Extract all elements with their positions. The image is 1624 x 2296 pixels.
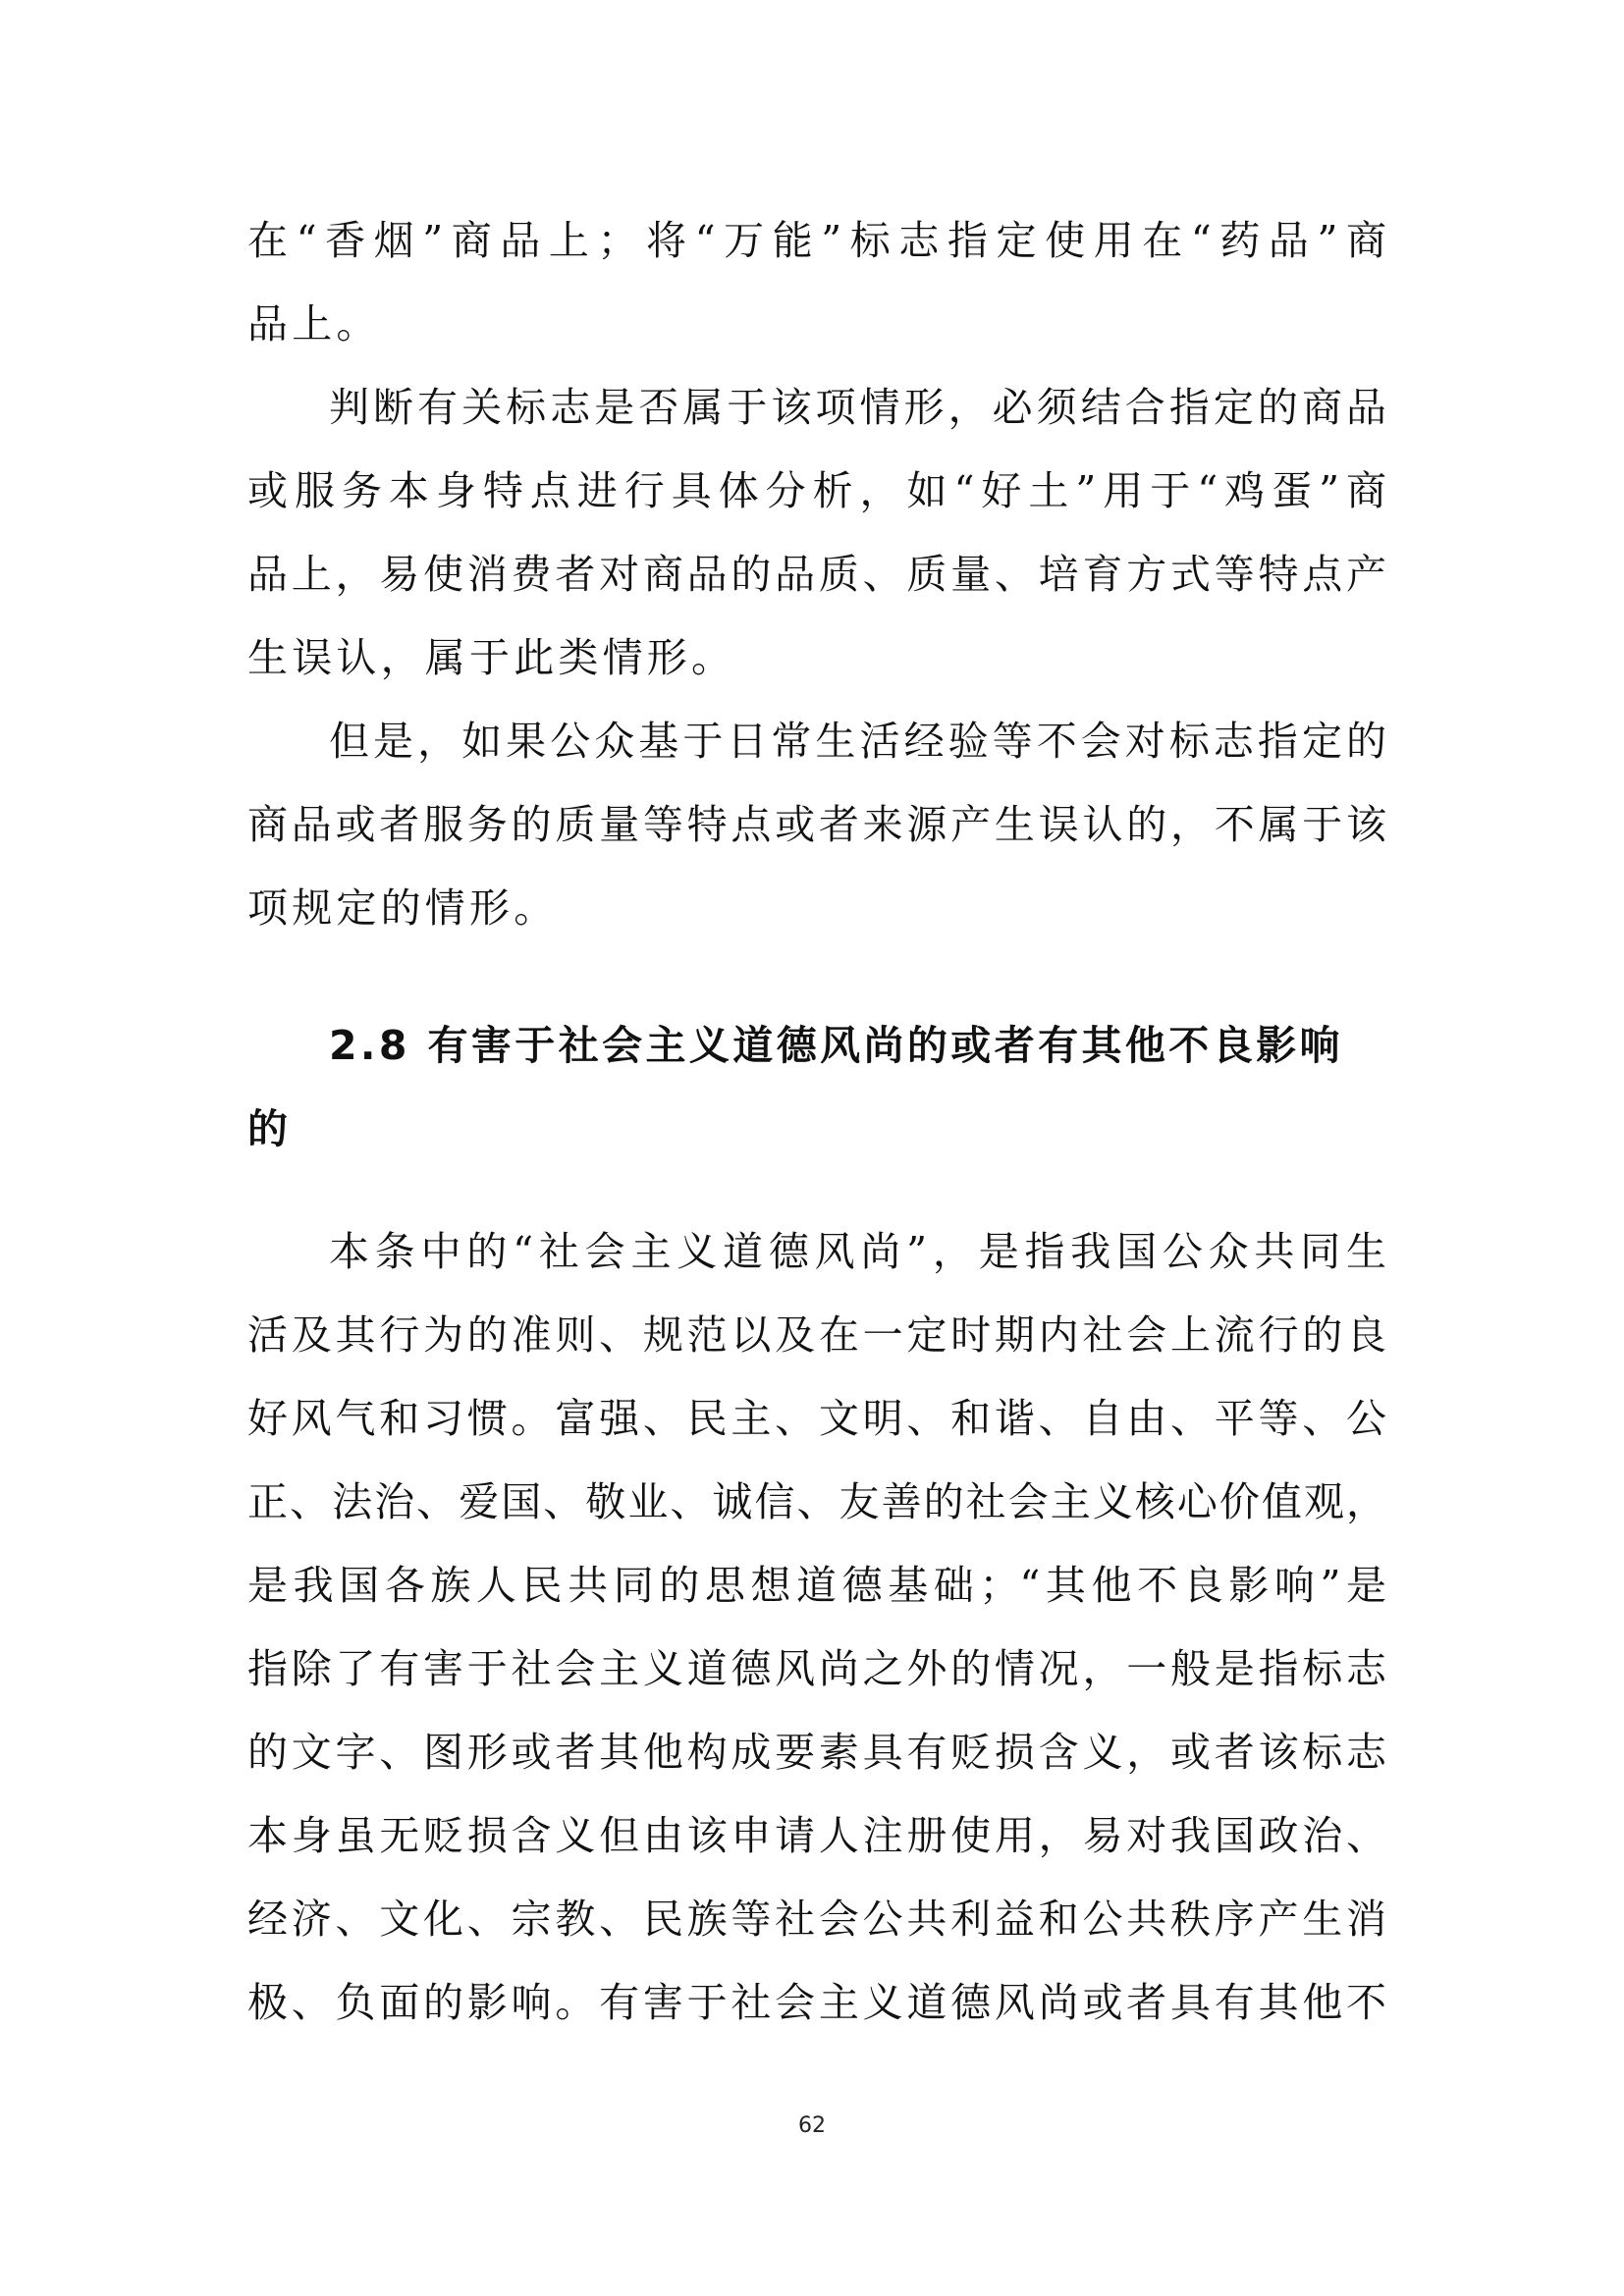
paragraph-line: 正、法治、爱国、敬业、诚信、友善的社会主义核心价值观， — [247, 1478, 1386, 1525]
paragraph-line: 经济、文化、宗教、民族等社会公共利益和公共秩序产生消 — [247, 1896, 1386, 1943]
paragraph-line: 本身虽无贬损含义但由该申请人注册使用，易对我国政治、 — [247, 1812, 1386, 1859]
paragraph-line: 生误认，属于此类情形。 — [247, 634, 736, 681]
paragraph-line: 判断有关标志是否属于该项情形，必须结合指定的商品 — [329, 384, 1386, 431]
section-heading: 2.8 有害于社会主义道德风尚的或者有其他不良影响 — [329, 1022, 1343, 1069]
paragraph-line: 活及其行为的准则、规范以及在一定时期内社会上流行的良 — [247, 1311, 1386, 1359]
paragraph-line: 但是，如果公众基于日常生活经验等不会对标志指定的 — [329, 718, 1386, 765]
paragraph-line: 在“香烟”商品上；将“万能”标志指定使用在“药品”商 — [247, 217, 1386, 264]
paragraph-line: 极、负面的影响。有害于社会主义道德风尚或者具有其他不 — [247, 1979, 1386, 2026]
paragraph-line: 本条中的“社会主义道德风尚”，是指我国公众共同生 — [329, 1228, 1386, 1275]
paragraph-line: 或服务本身特点进行具体分析，如“好土”用于“鸡蛋”商 — [247, 467, 1386, 514]
section-heading: 的 — [247, 1105, 292, 1152]
paragraph-line: 项规定的情形。 — [247, 884, 559, 932]
paragraph-line: 的文字、图形或者其他构成要素具有贬损含义，或者该标志 — [247, 1729, 1386, 1776]
paragraph-line: 品上，易使消费者对商品的品质、质量、培育方式等特点产 — [247, 551, 1386, 598]
paragraph-line: 是我国各族人民共同的思想道德基础；“其他不良影响”是 — [247, 1562, 1386, 1609]
paragraph-line: 好风气和习惯。富强、民主、文明、和谐、自由、平等、公 — [247, 1395, 1386, 1442]
page-number: 62 — [798, 2113, 826, 2138]
paragraph-line: 品上。 — [247, 300, 381, 347]
paragraph-line: 商品或者服务的质量等特点或者来源产生误认的，不属于该 — [247, 801, 1386, 848]
paragraph-line: 指除了有害于社会主义道德风尚之外的情况，一般是指标志 — [247, 1645, 1386, 1692]
